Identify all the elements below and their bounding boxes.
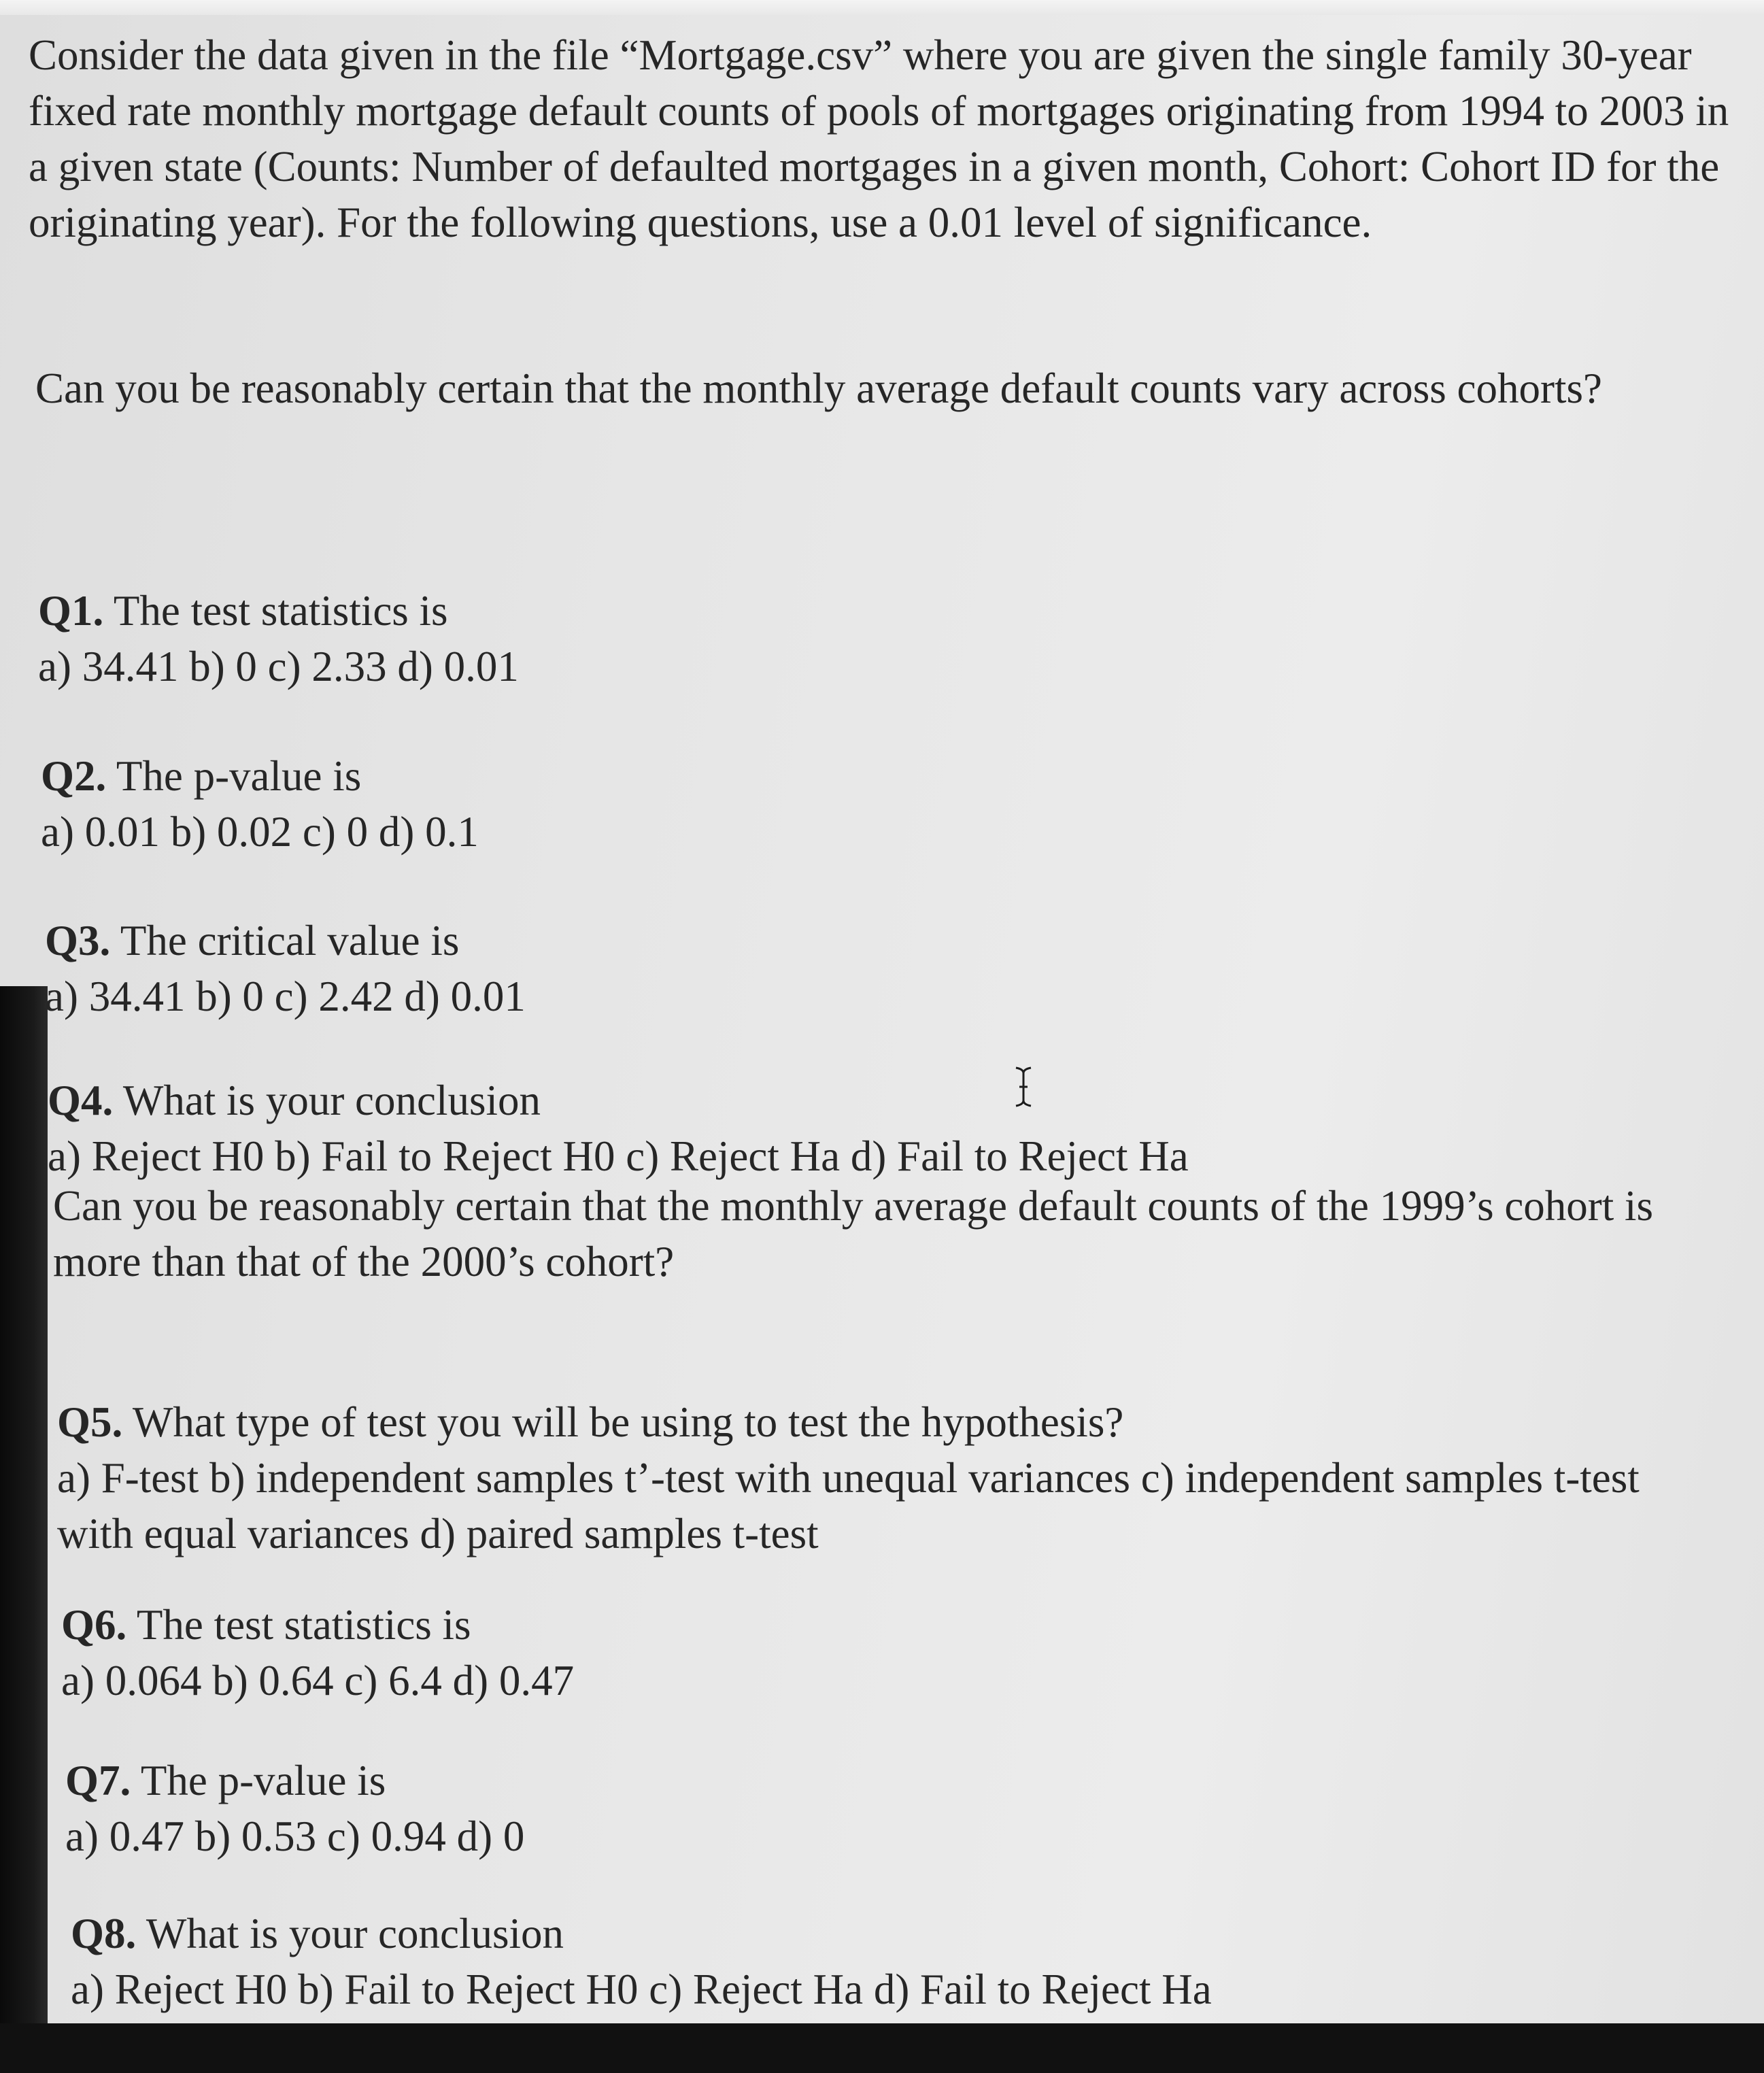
- answer-options: a) Reject H0 b) Fail to Reject H0 c) Reject Ha d) Fail to Reject Ha: [48, 1132, 1189, 1180]
- answer-options: a) F-test b) independent samples t’-test with unequal variances c) independent samples t-test with equal variances d) paired samples t-test: [57, 1454, 1640, 1557]
- answer-options: a) 0.064 b) 0.64 c) 6.4 d) 0.47: [61, 1657, 575, 1704]
- section-question-anova: Can you be reasonably certain that the monthly average default counts vary across cohorts?: [35, 365, 1602, 412]
- question-label: Q1.: [38, 587, 104, 635]
- question-text: The p-value is: [106, 752, 362, 800]
- question-label: Q3.: [45, 917, 111, 964]
- question-8: [71, 1850, 1212, 2073]
- question-label: Q5.: [57, 1398, 123, 1446]
- answer-options: a) 0.47 b) 0.53 c) 0.94 d) 0: [65, 1813, 525, 1860]
- question-text: The critical value is: [110, 917, 460, 964]
- question-text: What type of test you will be using to test the hypothesis?: [122, 1398, 1124, 1446]
- question-text: The test statistics is: [126, 1601, 471, 1649]
- question-label: Q6.: [61, 1601, 127, 1649]
- question-text: What is your conclusion: [113, 1077, 541, 1124]
- text-cursor-icon: [1012, 1065, 1035, 1109]
- answer-options: a) 34.41 b) 0 c) 2.42 d) 0.01: [45, 973, 526, 1020]
- intro-paragraph: Consider the data given in the file “Mortgage.csv” where you are given the single family 30-year fixed rate monthly mortgage default counts of pools of mortgages originating from 1994 to 2003 in a given state (Counts: Number of defaulted mortgages in a given month, Cohort: Cohort ID for the originating year). For the following questions, use a 0.01 level of significance.: [29, 31, 1729, 246]
- question-text: What is your conclusion: [136, 1910, 564, 1957]
- question-label: Q4.: [48, 1077, 114, 1124]
- question-text: The p-value is: [131, 1757, 386, 1804]
- question-label: Q8.: [71, 1910, 137, 1957]
- question-label: Q7.: [65, 1757, 131, 1804]
- question-label: Q2.: [41, 752, 107, 800]
- answer-options: a) 34.41 b) 0 c) 2.33 d) 0.01: [38, 643, 519, 690]
- answer-options: a) 0.01 b) 0.02 c) 0 d) 0.1: [41, 808, 479, 856]
- answer-options: a) Reject H0 b) Fail to Reject H0 c) Reject Ha d) Fail to Reject Ha: [71, 1966, 1212, 2013]
- question-text: The test statistics is: [103, 587, 448, 635]
- section-question-t-test: Can you be reasonably certain that the monthly average default counts of the 1999’s cohort is more than that of the 2000’s cohort?: [53, 1182, 1654, 1285]
